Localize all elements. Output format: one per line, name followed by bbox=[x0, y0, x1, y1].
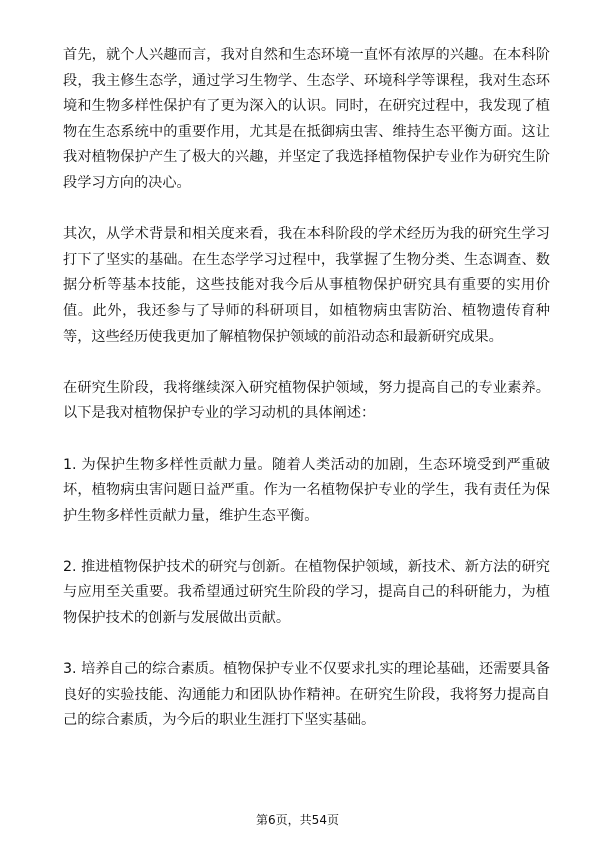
paragraph-spacer bbox=[63, 427, 550, 453]
paragraph-spacer bbox=[63, 529, 550, 555]
paragraph-spacer bbox=[63, 350, 550, 376]
paragraph-academic-background: 其次，从学术背景和相关度来看，我在本科阶段的学术经历为我的研究生学习打下了坚实的基础。在生态学学习过程中，我掌握了生物分类、生态调查、数据分析等基本技能，这些技能对我今后从事植物保护研究具有重要的实用价值。此外，我还参与了导师的科研项目，如植物病虫害防治、植物遗传育种等，这些经历使我更加了解植物保护领域的前沿动态和最新研究成果。 bbox=[63, 226, 550, 345]
list-item-technology: 2. 推进植物保护技术的研究与创新。在植物保护领域，新技术、新方法的研究与应用至关重要。我希望通过研究生阶段的学习，提高自己的科研能力，为植物保护技术的创新与发展做出贡献。 bbox=[63, 558, 550, 627]
document-body bbox=[63, 43, 550, 734]
paragraph-spacer bbox=[63, 197, 550, 223]
page-number-footer: 第6页，共54页 bbox=[256, 813, 339, 827]
paragraph-graduate-plan: 在研究生阶段，我将继续深入研究植物保护领域，努力提高自己的专业素养。以下是我对植物保护专业的学习动机的具体阐述： bbox=[63, 379, 550, 422]
list-item-biodiversity: 1. 为保护生物多样性贡献力量。随着人类活动的加剧，生态环境受到严重破坏，植物病虫害问题日益严重。作为一名植物保护专业的学生，我有责任为保护生物多样性贡献力量，维护生态平衡。 bbox=[63, 456, 550, 524]
paragraph-interest: 首先，就个人兴趣而言，我对自然和生态环境一直怀有浓厚的兴趣。在本科阶段，我主修生态学，通过学习生物学、生态学、环境科学等课程，我对生态环境和生物多样性保护有了更为深入的认识。同时，在研究过程中，我发现了植物在生态系统中的重要作用，尤其是在抵御病虫害、维持生态平衡方面。这让我对植物保护产生了极大的兴趣，并坚定了我选择植物保护专业作为研究生阶段学习方向的决心。 bbox=[63, 47, 550, 191]
paragraph-spacer bbox=[63, 632, 550, 658]
list-item-qualities: 3. 培养自己的综合素质。植物保护专业不仅要求扎实的理论基础，还需要具备良好的实验技能、沟通能力和团队协作精神。在研究生阶段，我将努力提高自己的综合素质，为今后的职业生涯打下坚实基础。 bbox=[63, 661, 550, 729]
